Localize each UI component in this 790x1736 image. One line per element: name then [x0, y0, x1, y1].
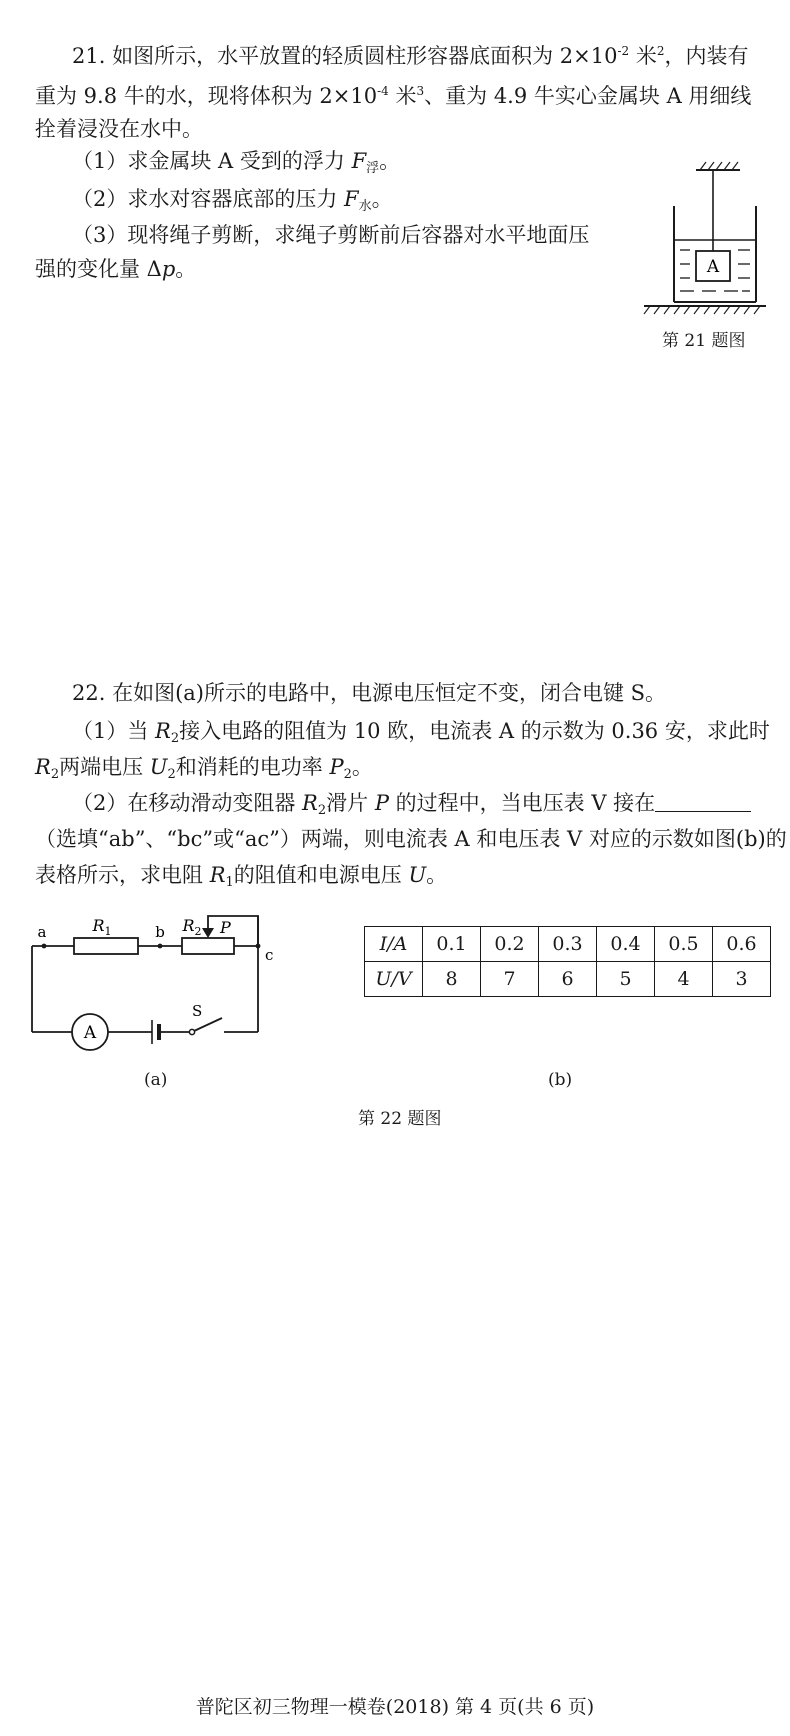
table-header-voltage: U/V: [365, 962, 423, 997]
rheostat-r2-label: $R_2$: [182, 916, 202, 938]
q22-figure-caption: 第 22 题图: [358, 1109, 442, 1129]
table-cell: 7: [481, 962, 539, 997]
q21-sub-question-1: （1）求金属块 A 受到的浮力 $F_浮$。: [72, 149, 401, 176]
slider-arrow: [202, 928, 214, 938]
table-cell: 0.3: [539, 927, 597, 962]
node-b-label: b: [155, 923, 165, 941]
q21-figure-caption: 第 21 题图: [662, 331, 746, 351]
table-cell: 4: [655, 962, 713, 997]
q21-figure-container-diagram: [640, 160, 770, 320]
q22-circuit-diagram: [22, 896, 302, 1066]
q22-line-1: 22. 在如图(a)所示的电路中，电源电压恒定不变，闭合电键 S。: [72, 681, 667, 705]
ammeter-label: A: [83, 1023, 97, 1043]
q21-line-1: 21. 如图所示，水平放置的轻质圆柱形容器底面积为 $2\times 10^{-2}$ 米$^2$，内装有: [72, 44, 749, 68]
table-cell: 5: [597, 962, 655, 997]
q21-sub-question-3: （3）现将绳子剪断，求绳子剪断前后容器对水平地面压: [72, 223, 590, 247]
metal-block-a-label: A: [706, 257, 720, 277]
page-footer: 普陀区初三物理一模卷(2018) 第 4 页(共 6 页): [195, 1696, 595, 1718]
table-header-current: I/A: [365, 927, 423, 962]
node-b: [158, 944, 163, 949]
table-cell: 8: [423, 962, 481, 997]
table-cell: 0.5: [655, 927, 713, 962]
table-row-current: [365, 927, 771, 962]
answer-blank[interactable]: [655, 791, 751, 812]
node-a-label: a: [37, 923, 47, 941]
q22-caption-a: (a): [144, 1070, 168, 1090]
resistor-r1-label: $R_1$: [92, 916, 112, 938]
q21-line-2: 重为 9.8 牛的水，现将体积为 $2\times 10^{-4}$ 米$^3$、重为 4.9 牛实心金属块 A 用细线: [35, 84, 752, 108]
table-cell: 0.1: [423, 927, 481, 962]
table-cell: 0.4: [597, 927, 655, 962]
table-cell: 6: [539, 962, 597, 997]
rheostat-r2: [182, 938, 234, 954]
q22-sub-question-1-cont: $R_2$两端电压 $U_2$和消耗的电功率 $P_2$。: [35, 755, 373, 782]
q22-sub-question-2-cont2: 表格所示，求电阻 $R_1$的阻值和电源电压 U。: [35, 863, 448, 890]
switch-s-label: S: [192, 1002, 203, 1020]
q21-sub-question-2: （2）求水对容器底部的压力 $F_水$。: [72, 187, 393, 214]
q21-sub-question-3-cont: 强的变化量 Δp。: [35, 257, 197, 281]
table-cell: 0.2: [481, 927, 539, 962]
node-a: [42, 944, 47, 949]
q22-sub-question-1: （1）当 $R_2$接入电路的阻值为 10 欧，电流表 A 的示数为 0.36 安，求此时: [72, 719, 770, 746]
q22-caption-b: (b): [548, 1070, 573, 1090]
q22-sub-question-2-cont: （选填“ab”、“bc”或“ac”）两端，则电流表 A 和电压表 V 对应的示数如图(b)的: [35, 827, 787, 851]
table-cell: 3: [713, 962, 771, 997]
slider-p-label: P: [220, 918, 231, 937]
q22-sub-question-2: （2）在移动滑动变阻器 $R_2$滑片 P 的过程中，当电压表 V 接在: [72, 788, 751, 826]
node-c-label: c: [265, 946, 274, 964]
q22-data-table: [364, 926, 771, 997]
q21-line-3: 拴着浸没在水中。: [35, 117, 203, 141]
table-row-voltage: [365, 962, 771, 997]
resistor-r1: [74, 938, 138, 954]
table-cell: 0.6: [713, 927, 771, 962]
